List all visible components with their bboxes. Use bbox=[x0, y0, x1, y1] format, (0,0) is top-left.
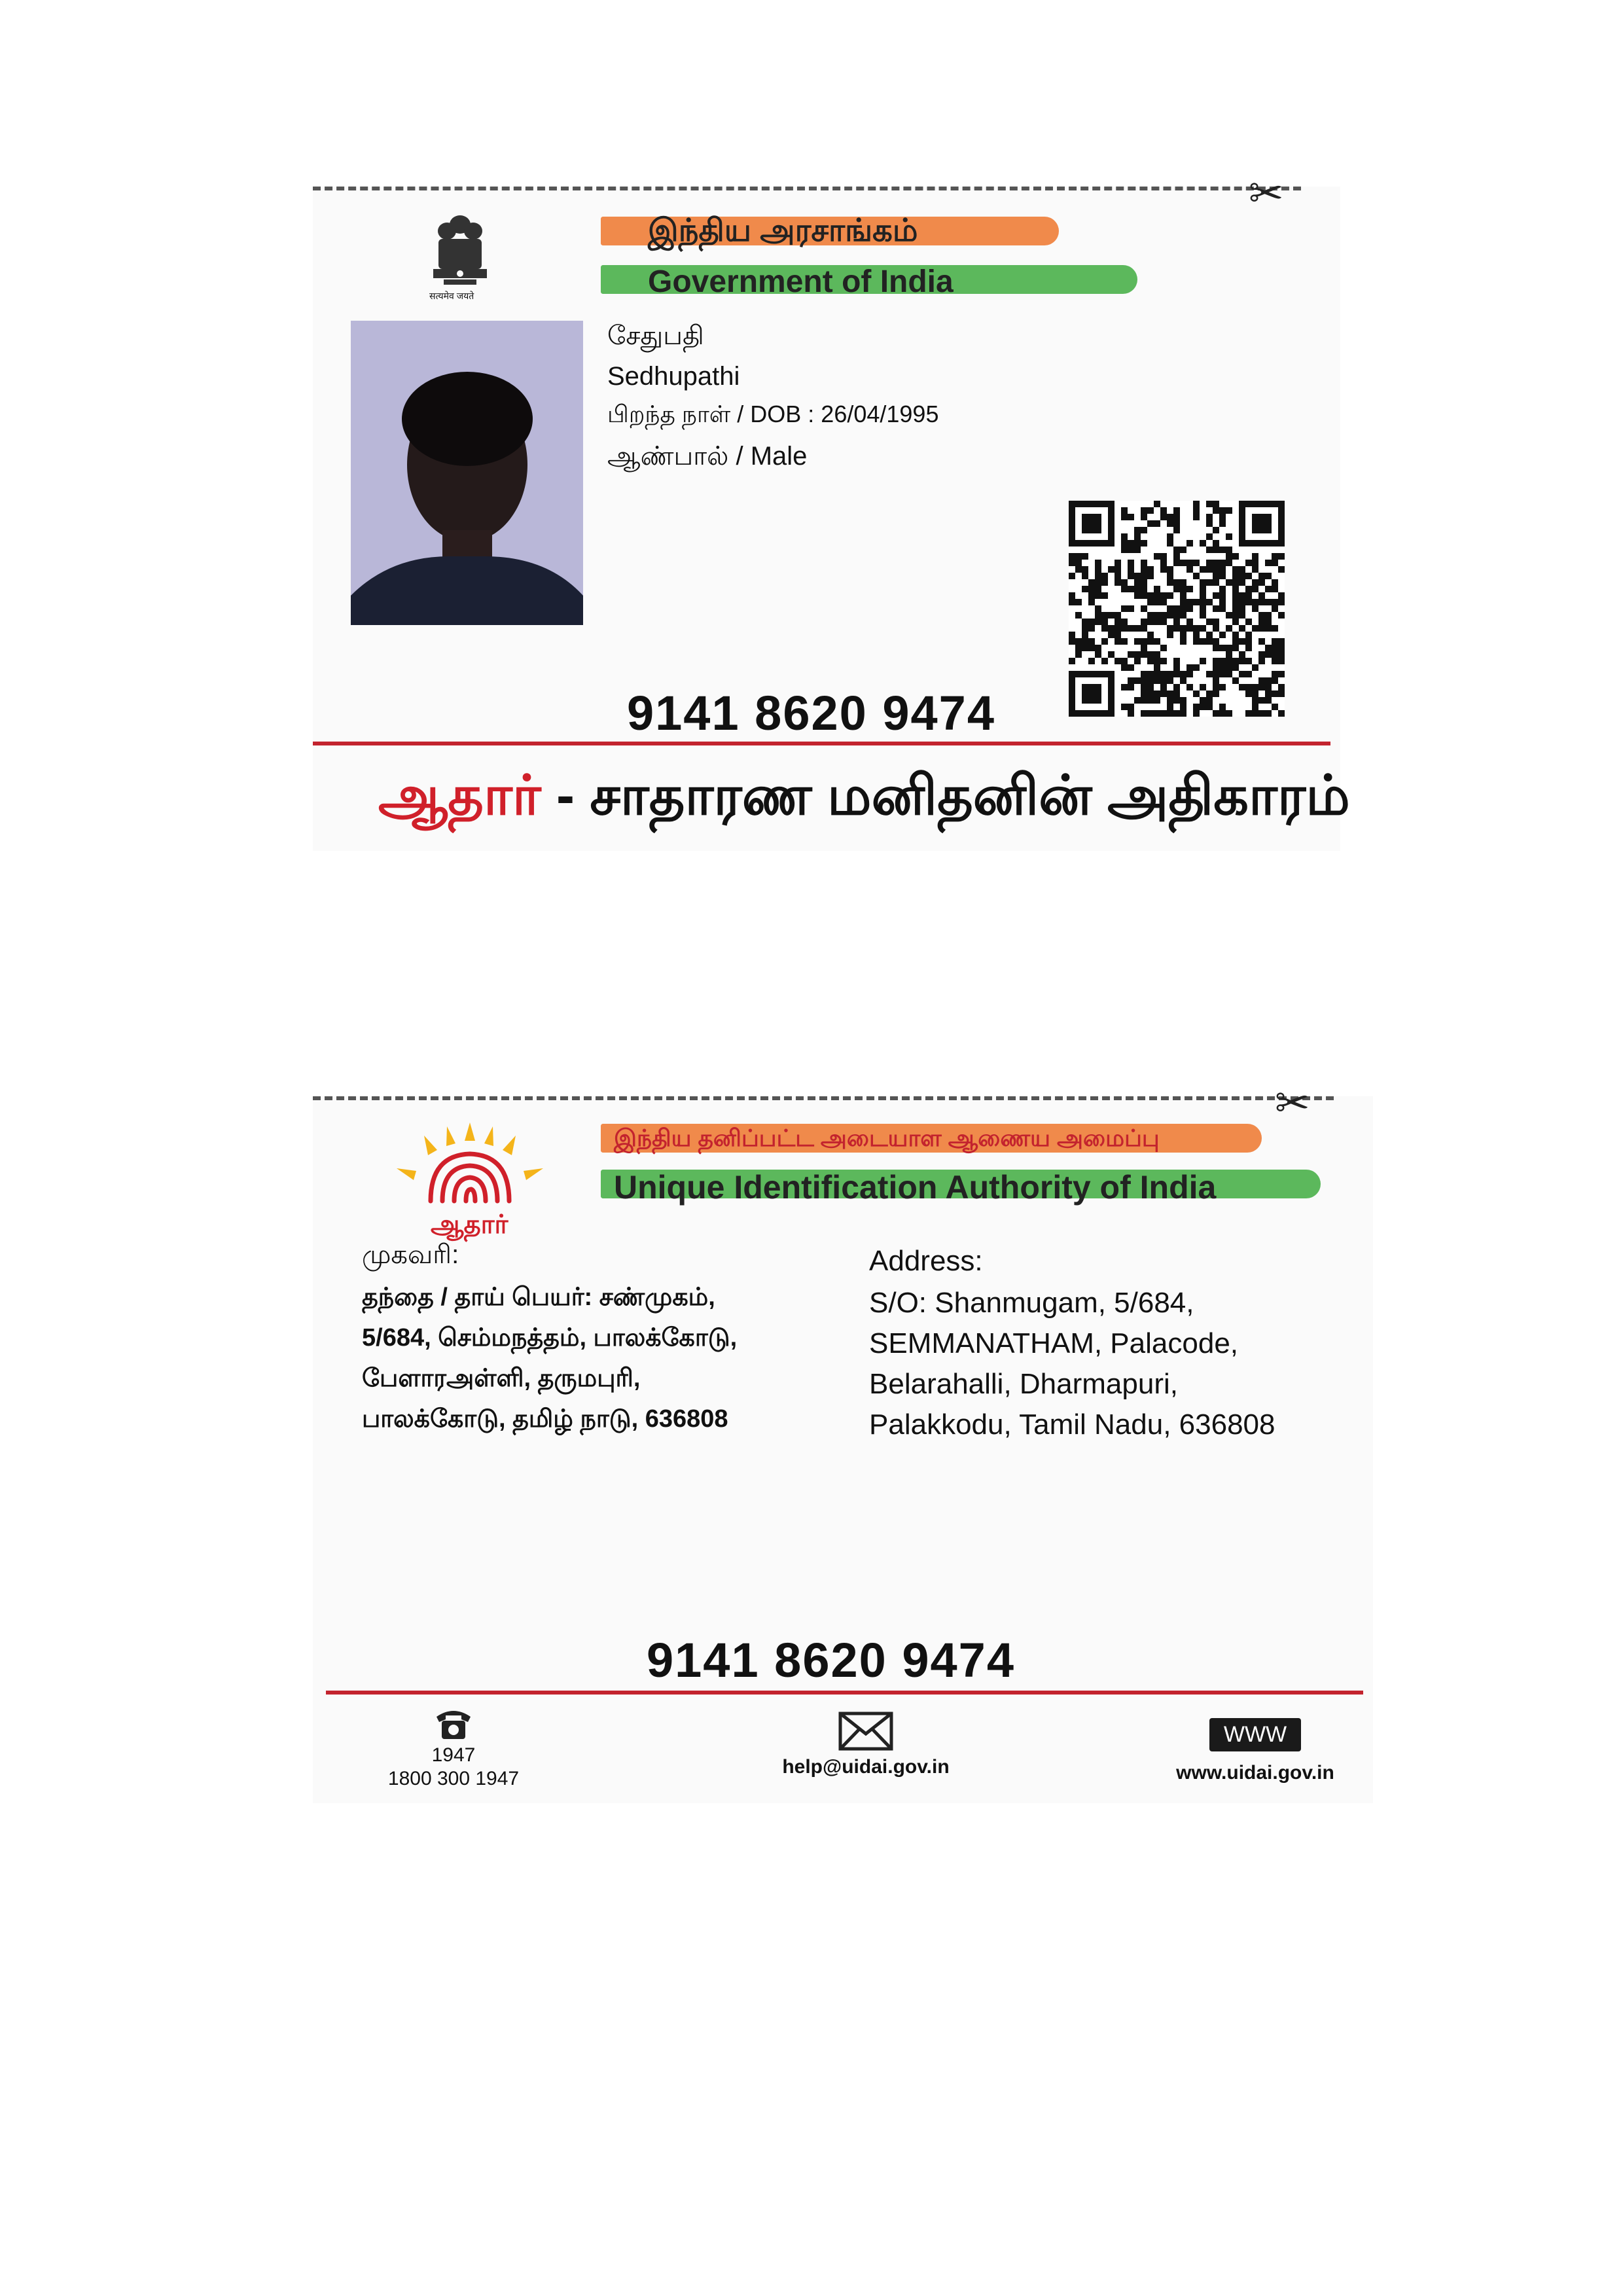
website-url: www.uidai.gov.in bbox=[1176, 1762, 1334, 1784]
holder-photo bbox=[351, 321, 583, 625]
email-address: help@uidai.gov.in bbox=[782, 1756, 950, 1778]
header-english: Government of India bbox=[648, 264, 954, 299]
header-tamil: இந்திய தனிப்பட்ட அடையாள ஆணைய அமைப்பு bbox=[614, 1124, 1160, 1151]
tagline-aadhaar: ஆதார் bbox=[378, 764, 541, 826]
www-badge bbox=[1209, 1718, 1301, 1751]
www-badge-label: WWW bbox=[1223, 1722, 1287, 1747]
address-label-tamil: முகவரி: bbox=[362, 1240, 459, 1269]
address-english-line-2: SEMMANATHAM, Palacode, bbox=[869, 1327, 1239, 1359]
aadhaar-back-card bbox=[313, 1079, 1373, 1803]
header-english: Unique Identification Authority of India bbox=[614, 1169, 1217, 1206]
qr-code bbox=[1069, 501, 1285, 717]
header-tamil: இந்திய அரசாங்கம் bbox=[648, 213, 918, 248]
address-tamil-line-2: 5/684, செம்மநத்தம், பாலக்கோடு, bbox=[362, 1324, 738, 1352]
address-english-line-1: S/O: Shanmugam, 5/684, bbox=[869, 1287, 1194, 1319]
aadhaar-number: 9141 8620 9474 bbox=[627, 686, 995, 740]
tagline-separator: - bbox=[541, 764, 590, 826]
email-contact bbox=[758, 1712, 974, 1777]
address-tamil-line-3: பேளாரஅள்ளி, தருமபுரி, bbox=[362, 1365, 641, 1392]
address-label-english: Address: bbox=[869, 1245, 983, 1277]
gender-line: ஆண்பால் / Male bbox=[607, 442, 808, 471]
phone-icon bbox=[378, 1705, 529, 1746]
cut-line bbox=[313, 1096, 1334, 1100]
website-contact bbox=[1157, 1718, 1353, 1783]
cut-line bbox=[313, 187, 1301, 190]
logo-caption: ஆதார் bbox=[431, 1210, 508, 1239]
address-english-line-3: Belarahalli, Dharmapuri, bbox=[869, 1368, 1178, 1400]
name-english: Sedhupathi bbox=[607, 362, 740, 391]
address-english-line-4: Palakkodu, Tamil Nadu, 636808 bbox=[869, 1408, 1275, 1441]
emblem-caption: सत्यमेव जयते bbox=[429, 291, 474, 301]
envelope-icon bbox=[758, 1712, 974, 1757]
aadhaar-front-card bbox=[313, 170, 1350, 851]
phone-short: 1947 bbox=[431, 1744, 476, 1766]
tagline-text: சாதாரண மனிதனின் அதிகாரம் bbox=[590, 764, 1350, 826]
tagline bbox=[378, 764, 1350, 826]
scissors-icon: ✂ bbox=[1249, 170, 1284, 217]
red-rule bbox=[326, 1691, 1363, 1695]
scissors-icon: ✂ bbox=[1275, 1079, 1310, 1126]
dob-line: பிறந்த நாள் / DOB : 26/04/1995 bbox=[607, 401, 939, 427]
national-emblem-icon bbox=[424, 211, 496, 303]
aadhaar-number: 9141 8620 9474 bbox=[647, 1633, 1015, 1687]
address-tamil-line-4: பாலக்கோடு, தமிழ் நாடு, 636808 bbox=[362, 1405, 728, 1433]
address-tamil-line-1: தந்தை / தாய் பெயர்: சண்முகம், bbox=[362, 1283, 715, 1311]
name-tamil: சேதுபதி bbox=[607, 321, 704, 350]
red-rule bbox=[313, 742, 1330, 745]
phone-long: 1800 300 1947 bbox=[387, 1768, 520, 1789]
aadhaar-logo-icon bbox=[385, 1122, 555, 1239]
phone-contact bbox=[378, 1705, 529, 1789]
